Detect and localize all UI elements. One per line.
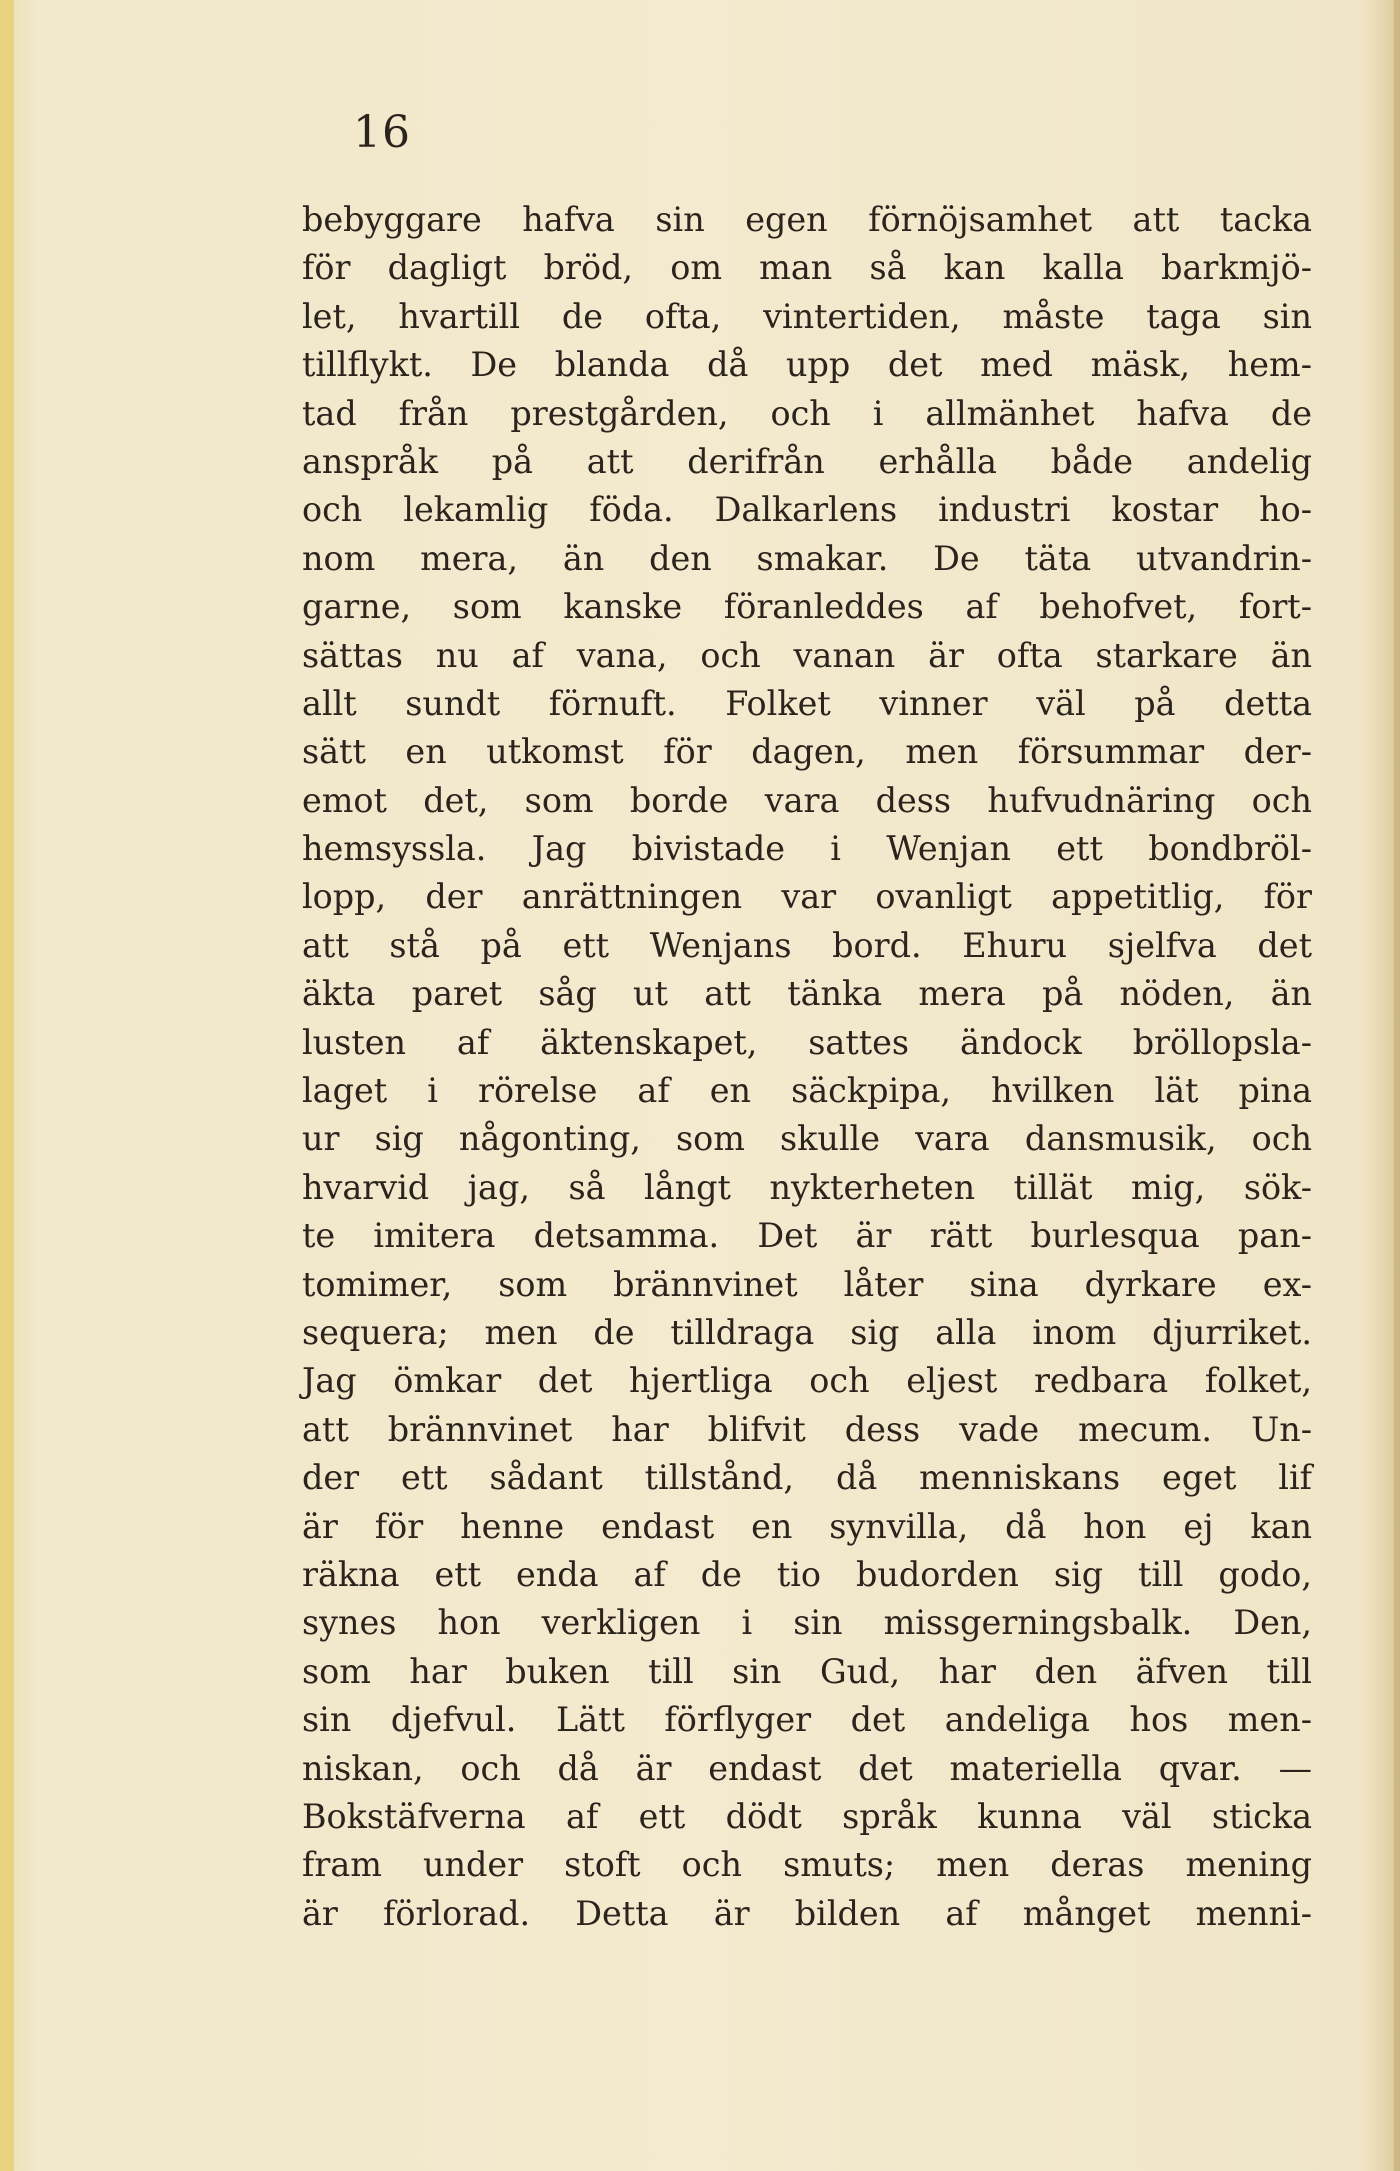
page-left-edge [0,0,14,2171]
text-line: sin djefvul. Lätt förflyger det andeliga hos men- [302,1700,1312,1740]
text-line: är förlorad. Detta är bilden af månget menni- [302,1893,1312,1933]
text-line: sättas nu af vana, och vanan är ofta starkare än [302,635,1312,675]
text-line: Jag ömkar det hjertliga och eljest redbara folket, [302,1361,1312,1401]
text-line: ur sig någonting, som skulle vara dansmusik, och [302,1119,1312,1159]
page-right-edge [1394,0,1400,2171]
text-line: synes hon verkligen i sin missgerningsbalk. Den, [302,1603,1312,1643]
text-line: laget i rörelse af en säckpipa, hvilken lät pina [302,1071,1312,1111]
text-line: nom mera, än den smakar. De täta utvandrin- [302,538,1312,578]
text-line: tomimer, som brännvinet låter sina dyrkare ex- [302,1264,1312,1304]
text-line: för dagligt bröd, om man så kan kalla barkmjö- [302,248,1312,288]
text-line: der ett sådant tillstånd, då menniskans eget lif [302,1458,1312,1498]
text-line: hvarvid jag, så långt nykterheten tillät mig, sök- [302,1167,1312,1207]
text-line: te imitera detsamma. Det är rätt burlesqua pan- [302,1216,1312,1256]
body-text [302,196,1312,1938]
text-line: att brännvinet har blifvit dess vade mecum. Un- [302,1409,1312,1449]
text-line: fram under stoft och smuts; men deras mening [302,1845,1312,1885]
text-line: och lekamlig föda. Dalkarlens industri kostar ho- [302,490,1312,530]
text-line: let, hvartill de ofta, vintertiden, måste taga sin [302,296,1312,336]
text-line: tillflykt. De blanda då upp det med mäsk, hem- [302,345,1312,385]
text-line: äkta paret såg ut att tänka mera på nöden, än [302,974,1312,1014]
text-line: garne, som kanske föranleddes af behofvet, fort- [302,587,1312,627]
page-number: 16 [353,107,411,158]
text-line: är för henne endast en synvilla, då hon ej kan [302,1506,1312,1546]
text-line: räkna ett enda af de tio budorden sig till godo, [302,1554,1312,1594]
text-line: Bokstäfverna af ett dödt språk kunna väl sticka [302,1796,1312,1836]
text-line: hemsyssla. Jag bivistade i Wenjan ett bondbröl- [302,829,1312,869]
text-line: allt sundt förnuft. Folket vinner väl på detta [302,683,1312,723]
text-line: som har buken till sin Gud, har den äfven till [302,1651,1312,1691]
text-line: lusten af äktenskapet, sattes ändock bröllopsla- [302,1022,1312,1062]
text-line: sätt en utkomst för dagen, men försummar der- [302,732,1312,772]
text-line: niskan, och då är endast det materiella qvar. — [302,1748,1312,1788]
text-line: anspråk på att derifrån erhålla både andelig [302,441,1312,481]
text-line: bebyggare hafva sin egen förnöjsamhet att tacka [302,200,1312,239]
text-line: sequera; men de tilldraga sig alla inom djurriket. [302,1312,1312,1352]
text-line: tad från prestgården, och i allmänhet hafva de [302,393,1312,433]
text-line: lopp, der anrättningen var ovanligt appetitlig, för [302,877,1312,917]
text-line: att stå på ett Wenjans bord. Ehuru sjelfva det [302,925,1312,965]
text-line: emot det, som borde vara dess hufvudnäring och [302,780,1312,820]
